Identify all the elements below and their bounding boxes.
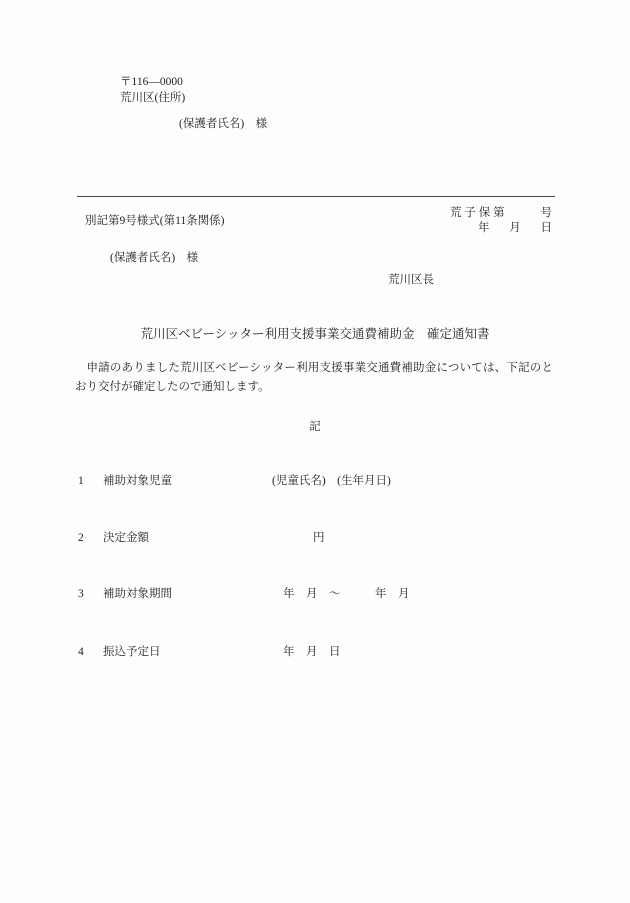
section-divider xyxy=(77,196,555,197)
item-row-subsidy-child xyxy=(0,474,630,490)
document-number-block xyxy=(450,206,552,236)
item-row-transfer-date xyxy=(0,645,630,661)
item-value: (児童氏名) (生年月日) xyxy=(272,475,391,487)
date-month-label: 月 xyxy=(509,222,521,234)
item-label: 補助対象期間 xyxy=(103,588,172,600)
date-year-label: 年 xyxy=(478,222,490,234)
item-number: 1 xyxy=(78,475,84,487)
date-day-label: 日 xyxy=(540,222,552,234)
item-label: 振込予定日 xyxy=(103,646,161,658)
item-label: 補助対象児童 xyxy=(103,475,172,487)
item-number: 3 xyxy=(78,588,84,600)
item-value: 円 xyxy=(313,532,325,544)
record-marker: 記 xyxy=(309,421,321,433)
document-number-suffix: 号 xyxy=(540,207,552,219)
item-number: 2 xyxy=(78,532,84,544)
item-value: 年 月 日 xyxy=(283,646,341,658)
document-title: 荒川区ベビーシッター利用支援事業交通費補助金 確定通知書 xyxy=(140,327,490,341)
item-row-subsidy-period xyxy=(0,587,630,603)
document-date-line xyxy=(478,221,552,236)
item-row-decided-amount xyxy=(0,531,630,547)
item-label: 決定金額 xyxy=(103,532,149,544)
recipient-name: (保護者氏名) 様 xyxy=(179,118,268,130)
item-value: 年 月 ～ 年 月 xyxy=(283,588,410,600)
notice-body-text: 申請のありました荒川区ベビーシッター利用支援事業交通費補助金については、下記のとおり交付が確定したので通知します。 xyxy=(75,362,553,393)
document-number-line xyxy=(450,206,552,221)
item-number: 4 xyxy=(78,646,84,658)
form-number: 別記第9号様式(第11条関係) xyxy=(85,215,225,227)
addressee-name: (保護者氏名) 様 xyxy=(110,252,199,264)
sender-mayor: 荒川区長 xyxy=(388,274,434,286)
recipient-postal-code: 〒116—0000 xyxy=(120,76,183,88)
recipient-address: 荒川区(住所) xyxy=(120,92,186,104)
document-number-prefix: 荒 子 保 第 xyxy=(450,207,505,219)
